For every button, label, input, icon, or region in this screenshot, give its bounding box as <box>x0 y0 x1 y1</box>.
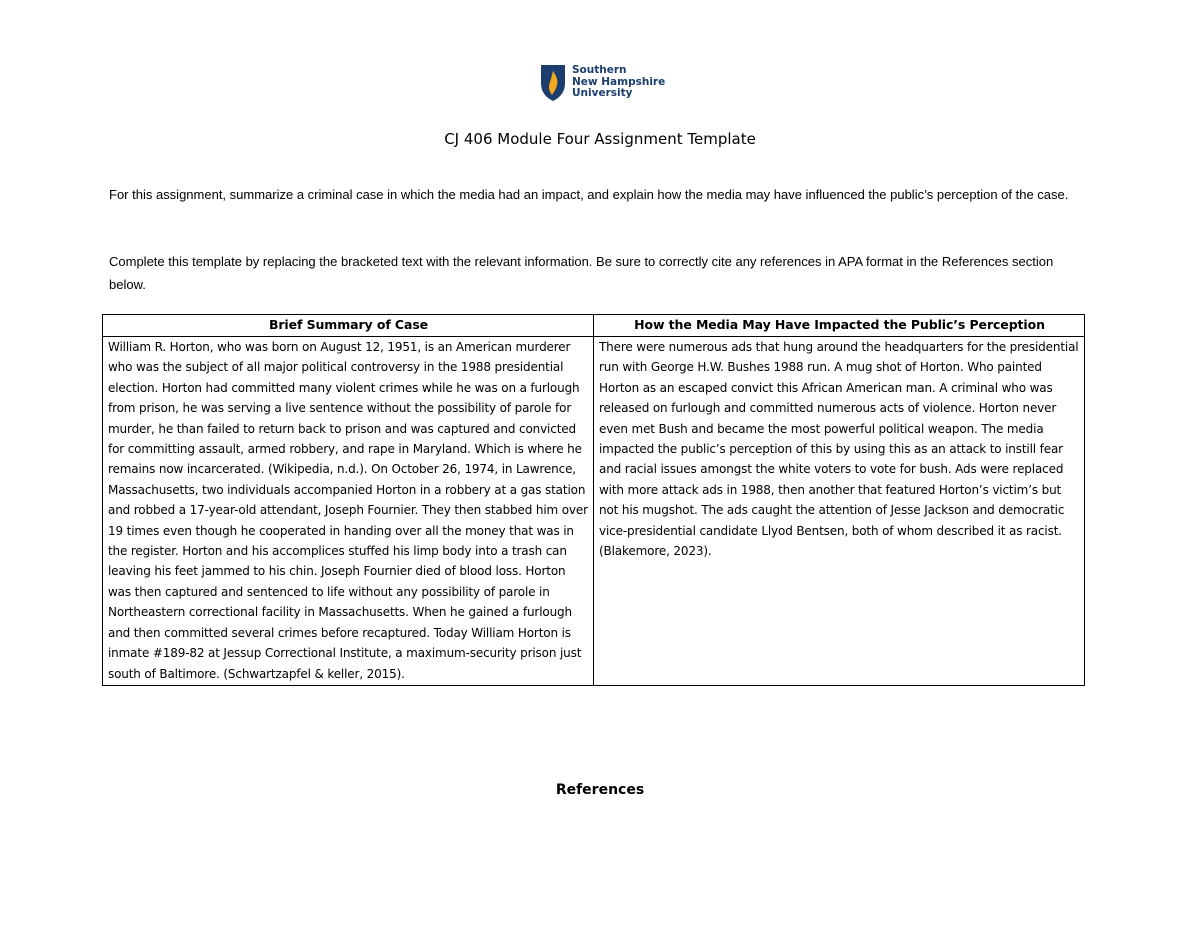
case-table <box>102 314 1085 686</box>
logo-line-3: University <box>572 87 633 99</box>
instruction-paragraph-1: For this assignment, summarize a criminal case in which the media had an impact, and explain how the media may have influenced the public’s perception of the case. <box>109 187 1069 202</box>
instruction-paragraph-2: Complete this template by replacing the bracketed text with the relevant information. Be sure to correctly cite any references in APA format in the References section below. <box>109 254 1054 292</box>
table-row <box>103 337 1085 686</box>
references-heading: References <box>555 782 645 798</box>
logo-line-2: New Hampshire <box>572 75 666 88</box>
university-logo <box>540 64 665 102</box>
header-brief-summary: Brief Summary of Case <box>103 315 594 337</box>
cell-media-impact[interactable]: There were numerous ads that hung around the headquarters for the presidential run with George H.W. Bushes 1988 run. A mug shot of Horton. Who painted Horton as an escaped convict this African American man. A criminal who was released on furlough and committed numerous acts of violence. Horton never even met Bush and became the most powerful political weapon. The media impacted the public’s perception of this by using this as an attack to instill fear and racial issues amongst the white voters to vote for bush. Ads were replaced with more attack ads in 1988, then another that featured Horton’s victim’s but not his mugshot. The ads caught the attention of Jesse Jackson and democratic vice-presidential candidate Llyod Bentsen, both of whom described it as racist. (Blakemore, 2023). <box>594 337 1085 686</box>
cell-case-summary[interactable]: William R. Horton, who was born on August 12, 1951, is an American murderer who was the subject of all major political controversy in the 1988 presidential election. Horton had committed many violent crimes while he was on a furlough from prison, he was serving a live sentence without the possibility of parole for murder, he than failed to return back to prison and was captured and convicted for committing assault, armed robbery, and rape in Maryland. Which is where he remains now incarcerated. (Wikipedia, n.d.). On October 26, 1974, in Lawrence, Massachusetts, two individuals accompanied Horton in a robbery at a gas station and robbed a 17-year-old attendant, Joseph Fournier. They then stabbed him over 19 times even though he cooperated in handing over all the money that was in the register. Horton and his accomplices stuffed his limp body into a trash can leaving his feet jammed to his chin. Joseph Fournier died of blood loss. Horton was then captured and sentenced to life without any possibility of parole in Northeastern correctional facility in Massachusetts. When he gained a furlough and then committed several crimes before recaptured. Today William Horton is inmate #189-82 at Jessup Correctional Institute, a maximum-security prison just south of Baltimore. (Schwartzapfel & keller, 2015). <box>103 337 594 686</box>
logo-line-1: Southern <box>572 64 627 76</box>
page-title: CJ 406 Module Four Assignment Template <box>444 130 756 148</box>
table-header-row <box>103 315 1085 337</box>
logo-wordmark <box>572 65 665 100</box>
header-media-impact: How the Media May Have Impacted the Public’s Perception <box>594 315 1085 337</box>
shield-flame-icon <box>540 64 566 102</box>
